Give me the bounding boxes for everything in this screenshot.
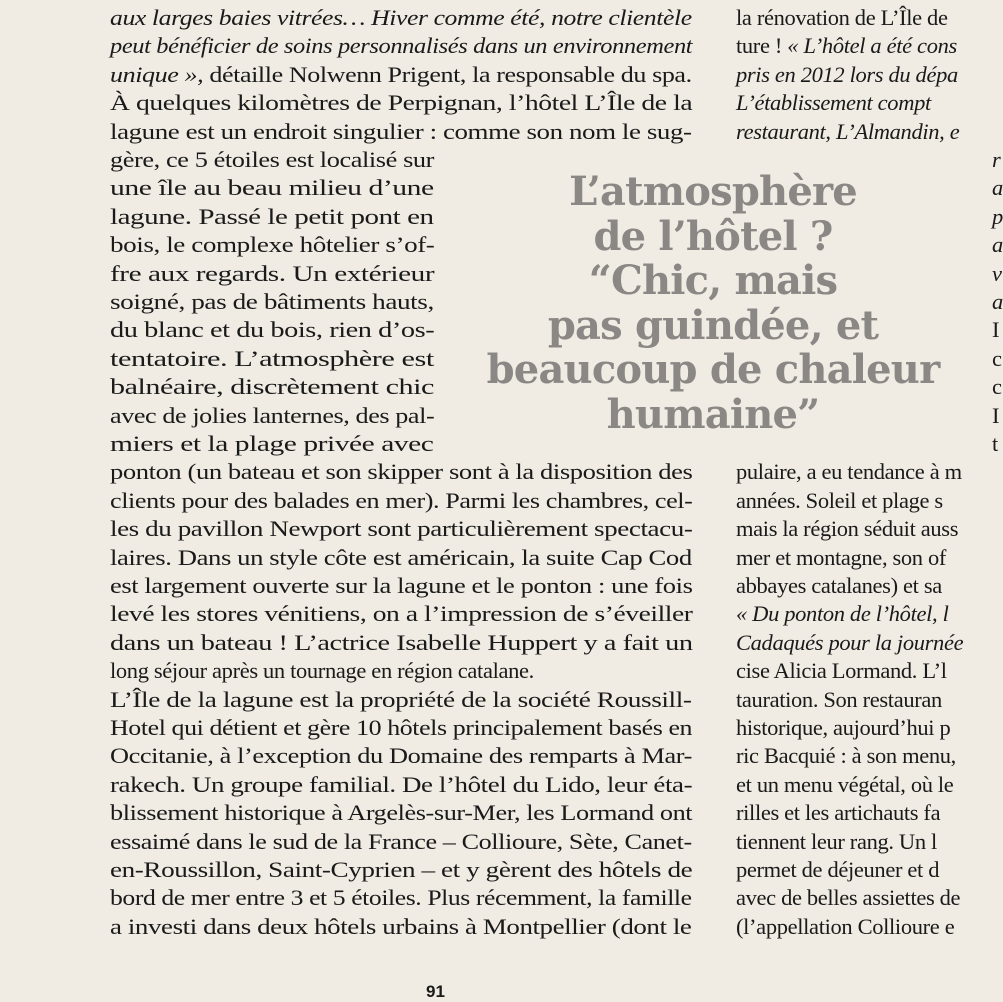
text-line-main: aux larges baies vitrées… Hiver comme été, notre clientèle [110, 5, 692, 30]
text-line-main: pris en 2012 lors du dépa [736, 61, 958, 87]
text-line [110, 913, 691, 941]
text-line-main: I [992, 402, 1000, 428]
text-line-main: gère, ce 5 étoiles est localisé sur [110, 147, 435, 172]
text-line-main: tiennent leur rang. Un l [736, 828, 937, 854]
text-line [736, 799, 940, 827]
text-line [110, 572, 692, 600]
text-line [736, 629, 963, 657]
text-line [736, 572, 942, 600]
text-line-main: bois, le complexe hôtelier s’of- [110, 232, 435, 258]
text-line [110, 316, 434, 344]
text-line-main: laires. Dans un style côte est américain, la suite Cap Cod [110, 544, 692, 570]
pull-quote-line: humaine” [606, 390, 820, 438]
text-line-main: peut bénéficier de soins personnalisés dans un environnement [110, 33, 693, 59]
text-line-main: ponton (un bateau et son skipper sont à la disposition des [110, 459, 693, 485]
text-line-main: rakech. Un groupe familial. De l’hôtel du Lido, leur éta- [110, 771, 693, 797]
text-line [992, 373, 1002, 401]
text-line [110, 686, 692, 714]
text-line-main: « Du ponton de l’hôtel, l [736, 601, 949, 627]
text-line-main: a [992, 232, 1003, 258]
text-line [110, 203, 434, 231]
text-line-main: clients pour des balades en mer). Parmi les chambres, cel- [110, 487, 693, 513]
text-line-main: r [992, 147, 1001, 172]
text-line-main: est largement ouverte sur la lagune et le ponton : une fois [110, 573, 693, 598]
text-line-main: les du pavillon Newport sont particulièrement spectacu- [110, 516, 693, 542]
text-line-main: a [992, 289, 1003, 314]
text-line-main: long séjour après un tournage en région catalane. [110, 658, 534, 684]
text-line [110, 32, 692, 60]
text-line [736, 913, 954, 941]
text-line-main: t [992, 431, 998, 456]
pull-quote-line: L’atmosphère [569, 168, 857, 215]
text-line-main: ture ! [736, 33, 782, 59]
text-line [110, 657, 534, 685]
text-line [110, 118, 692, 146]
text-line-main: unique », [110, 61, 204, 87]
text-line [736, 89, 931, 117]
text-line [110, 742, 692, 770]
text-line-main: soigné, pas de bâtiments hauts, [110, 289, 434, 314]
text-line-main: balnéaire, discrètement chic [110, 374, 434, 400]
text-line [110, 884, 692, 912]
text-line-main: À quelques kilomètres de Perpignan, l’hôtel L’Île de la [110, 90, 693, 116]
text-line-main: bord de mer entre 3 et 5 étoiles. Plus récemment, la famille [110, 885, 692, 911]
text-line-main: rilles et les artichauts fa [736, 800, 941, 826]
text-line [110, 771, 692, 799]
pull-quote-line: pas guindée, et [547, 301, 879, 349]
text-line [110, 231, 434, 259]
text-line-main: avec de jolies lanternes, des pal- [110, 402, 435, 428]
text-line [110, 146, 434, 174]
text-line-main: miers et la plage privée avec [110, 431, 434, 456]
text-line [110, 89, 692, 117]
text-line-main: la rénovation de L’Île de [736, 5, 948, 30]
text-line-main: blissement historique à Argelès-sur-Mer, les Lormand ont [110, 800, 693, 826]
text-line [736, 884, 960, 912]
text-line-main: mer et montagne, son of [736, 544, 947, 570]
pull-quote-line: “Chic, mais [588, 257, 838, 305]
text-line [736, 458, 962, 486]
text-line [992, 316, 999, 344]
text-line-main: mais la région séduit auss [736, 516, 959, 542]
text-line-main: a investi dans deux hôtels urbains à Montpellier (dont le [110, 913, 692, 939]
text-line-main: c [992, 374, 1002, 400]
text-line [736, 600, 948, 628]
text-line [736, 657, 947, 685]
text-line-main: restaurant, L’Almandin, e [736, 118, 960, 144]
text-line [992, 430, 998, 458]
text-line [736, 4, 948, 32]
text-line-main: une île au beau milieu d’une [110, 175, 434, 201]
text-line-main: Hotel qui détient et gère 10 hôtels principalement basés en [110, 715, 693, 740]
text-line [110, 799, 692, 827]
text-line-main: I [992, 317, 1000, 343]
text-line [110, 345, 434, 373]
text-line [992, 231, 1003, 259]
text-line [736, 515, 958, 543]
text-line [992, 288, 1003, 316]
text-line-main: Occitanie, à l’exception du Domaine des remparts à Mar- [110, 743, 692, 769]
text-line-main: pulaire, a eu tendance à m [736, 459, 962, 485]
text-line [110, 402, 434, 430]
text-line-rest: détaille Nolwenn Prigent, la responsable du spa. [203, 61, 692, 87]
text-line [110, 260, 434, 288]
text-line [992, 146, 1000, 174]
text-line-main: avec de belles assiettes de [736, 885, 961, 911]
page-number: 91 [426, 982, 445, 1001]
pull-quote-line: beaucoup de chaleur [486, 346, 940, 394]
text-line-main: dans un bateau ! L’actrice Isabelle Huppert y a fait un [110, 629, 693, 655]
text-line [736, 544, 946, 572]
text-line [110, 515, 692, 543]
text-line-main: en-Roussillon, Saint-Cyprien – et y gèrent des hôtels de [110, 857, 693, 882]
text-line [110, 629, 693, 657]
text-line-main: du blanc et du bois, rien d’os- [110, 317, 435, 343]
text-line-main: c [992, 345, 1002, 371]
text-line-main: essaimé dans le sud de la France – Collioure, Sète, Canet- [110, 828, 692, 854]
text-line [110, 856, 692, 884]
text-line-main: L’Île de la lagune est la propriété de la société Roussill- [110, 686, 692, 712]
text-line-main: levé les stores vénitiens, on a l’impression de s’éveiller [110, 601, 693, 627]
text-line [736, 32, 957, 60]
text-line-main: et un menu végétal, où le [736, 771, 954, 797]
text-line [736, 856, 939, 884]
text-line [110, 288, 434, 316]
text-line-main: ric Bacquié : à son menu, [736, 743, 956, 769]
text-line [736, 828, 937, 856]
text-line [992, 174, 1003, 202]
text-line-main: lagune. Passé le petit pont en [110, 203, 434, 229]
text-line [736, 686, 942, 714]
text-line [110, 828, 692, 856]
text-line [110, 714, 692, 742]
text-line [736, 771, 953, 799]
text-line-main: fre aux regards. Un extérieur [110, 260, 435, 286]
text-line-main: Cadaqués pour la journée [736, 629, 964, 655]
pull-quote [448, 170, 978, 438]
text-line-main: tentatoire. L’atmosphère est [110, 345, 434, 371]
text-line-main: a [992, 175, 1003, 201]
text-line [110, 61, 692, 89]
text-line-main: tauration. Son restauran [736, 686, 942, 712]
text-line-main: lagune est un endroit singulier : comme son nom le sug- [110, 118, 692, 144]
text-line-main: abbayes catalanes) et sa [736, 573, 942, 598]
text-line [736, 487, 943, 515]
text-line-main: permet de déjeuner et d [736, 857, 940, 882]
text-line-main: (l’appellation Collioure e [736, 913, 955, 939]
text-line-main: cise Alicia Lormand. L’l [736, 658, 947, 684]
text-line [110, 458, 692, 486]
text-line-main: L’établissement compt [736, 90, 931, 116]
text-line [110, 487, 692, 515]
text-line-main: historique, aujourd’hui p [736, 715, 951, 740]
text-line [736, 118, 959, 146]
text-line [992, 402, 999, 430]
text-line [110, 600, 693, 628]
text-line-main: années. Soleil et plage s [736, 487, 943, 513]
text-line-main: p [992, 203, 1003, 229]
text-line [992, 345, 1002, 373]
text-line [110, 544, 692, 572]
text-line [736, 61, 958, 89]
text-line [110, 430, 433, 458]
text-line-rest: « L’hôtel a été cons [782, 33, 957, 59]
pull-quote-line: de l’hôtel ? [593, 212, 833, 260]
text-line [110, 174, 434, 202]
text-line [992, 260, 1002, 288]
text-line [736, 714, 950, 742]
text-line [110, 373, 434, 401]
text-line [736, 742, 956, 770]
text-line-main: v [992, 260, 1002, 286]
text-line [992, 203, 1003, 231]
text-line [110, 4, 692, 32]
